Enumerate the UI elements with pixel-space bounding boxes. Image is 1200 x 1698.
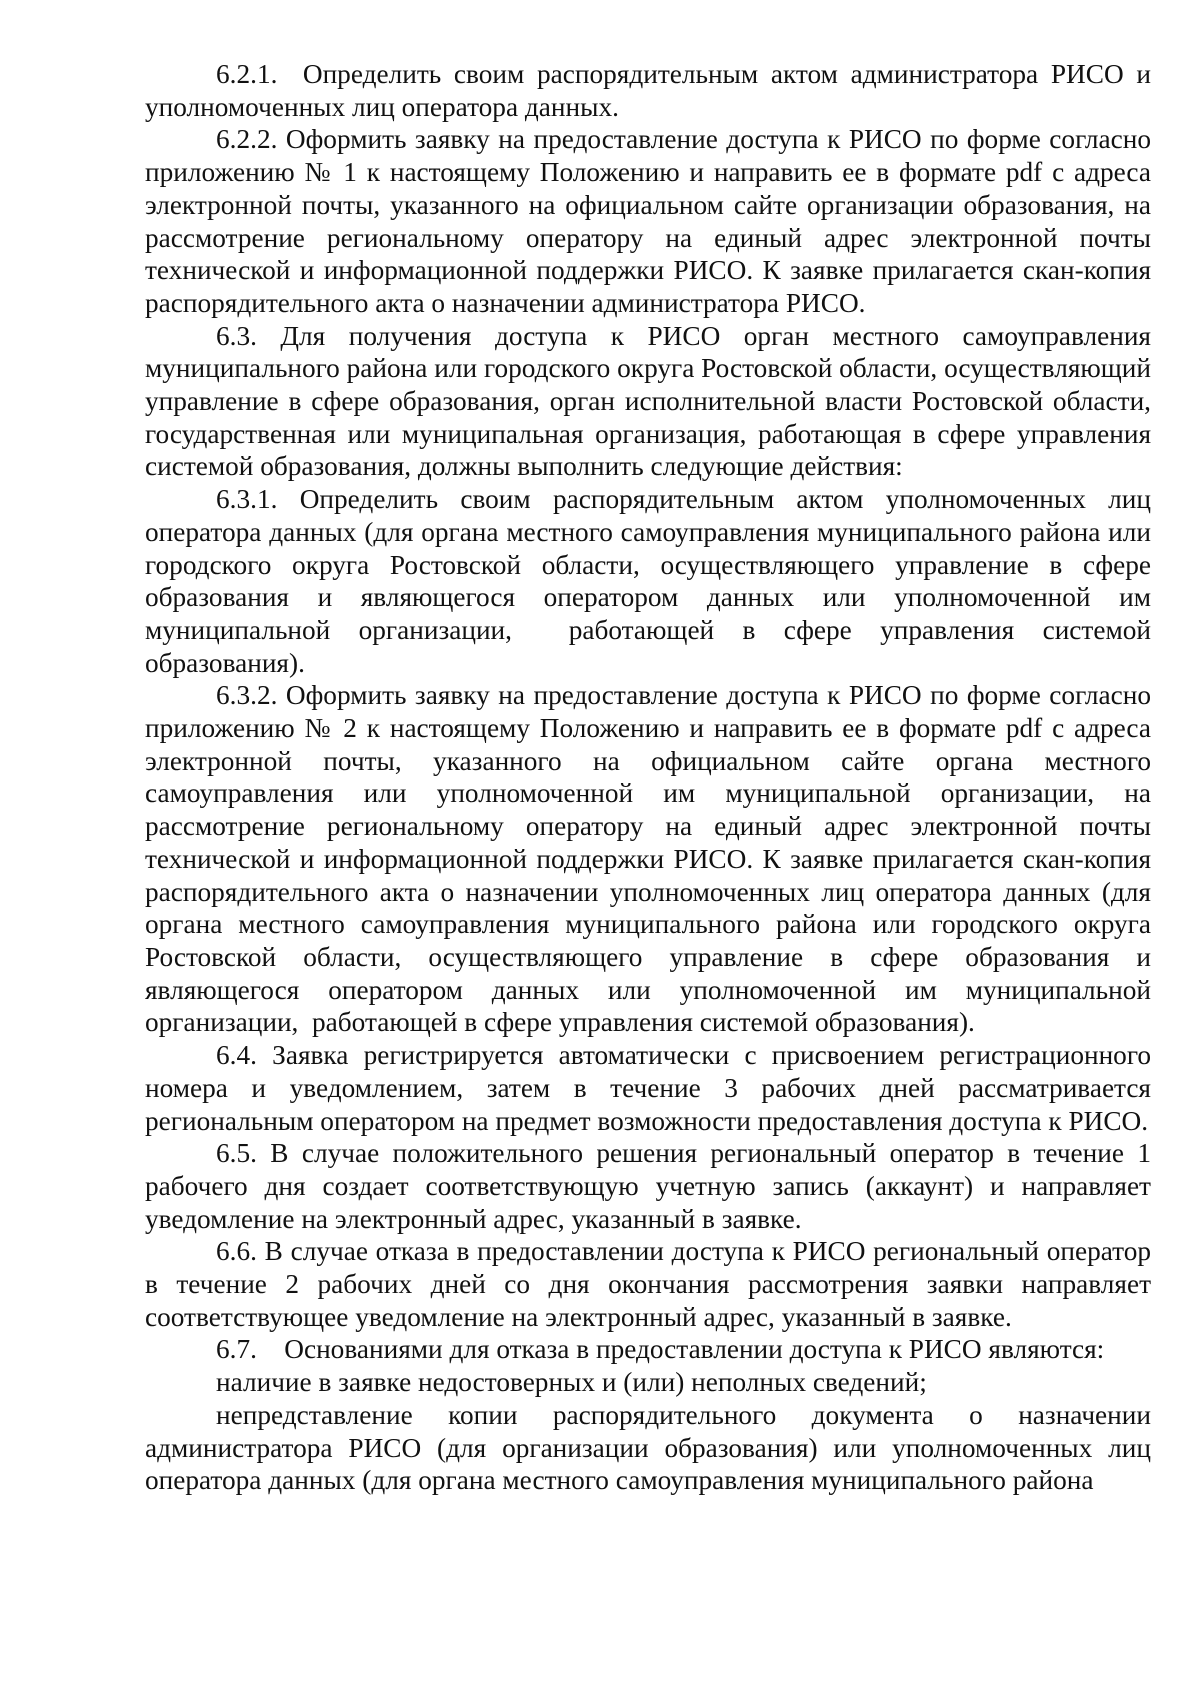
paragraph-6-3: 6.3. Для получения доступа к РИСО орган местного самоуправления муниципального района или городского округа Ростовской области, осуществляющий управление в сфере образования, орган исполнительной власти Ростовской области, государственная или муниципальная организация, работающая в сфере управления системой образования, должны выполнить следующие действия:: [145, 320, 1151, 482]
paragraph-6-3-1: 6.3.1. Определить своим распорядительным актом уполномоченных лиц оператора данных (для органа местного самоуправления муниципального района или городского округа Ростовской области, осуществляющего управление в сфере образования и являющегося оператором данных или уполномоченной им муниципальной организации, работающей в сфере управления системой образования).: [145, 484, 1151, 678]
paragraph-6-4: 6.4. Заявка регистрируется автоматически с присвоением регистрационного номера и уведомлением, затем в течение 3 рабочих дней рассматривается региональным оператором на предмет возможности предоставления доступа к РИСО.: [145, 1040, 1151, 1136]
reason-missing-document: непредставление копии распорядительного документа о назначении администратора РИСО (для организации образования) или уполномоченных лиц оператора данных (для органа местного самоуправления муниципального района: [145, 1399, 1151, 1496]
paragraph-6-2-1: 6.2.1. Определить своим распорядительным актом администратора РИСО и уполномоченных лиц оператора данных.: [145, 59, 1151, 122]
paragraph-6-7: 6.7. Основаниями для отказа в предоставлении доступа к РИСО являются:: [216, 1334, 1105, 1365]
document-page: [145, 58, 1151, 1497]
paragraph-6-2-2: 6.2.2. Оформить заявку на предоставление доступа к РИСО по форме согласно приложению № 1 к настоящему Положению и направить ее в формате pdf с адреса электронной почты, указанного на официальном сайте организации образования, на рассмотрение региональному оператору на единый адрес электронной почты технической и информационной поддержки РИСО. К заявке прилагается скан-копия распорядительного акта о назначении администратора РИСО.: [145, 124, 1151, 318]
paragraph-6-5: 6.5. В случае положительного решения региональный оператор в течение 1 рабочего дня создает соответствующую учетную запись (аккаунт) и направляет уведомление на электронный адрес, указанный в заявке.: [145, 1138, 1151, 1234]
paragraph-6-3-2: 6.3.2. Оформить заявку на предоставление доступа к РИСО по форме согласно приложению № 2 к настоящему Положению и направить ее в формате pdf с адреса электронной почты, указанного на официальном сайте органа местного самоуправления или уполномоченной им муниципальной организации, на рассмотрение региональному оператору на единый адрес электронной почты технической и информационной поддержки РИСО. К заявке прилагается скан-копия распорядительного акта о назначении уполномоченных лиц оператора данных (для органа местного самоуправления муниципального района или городского округа Ростовской области, осуществляющего управление в сфере образования и являющегося оператором данных или уполномоченной им муниципальной организации, работающей в сфере управления системой образования).: [145, 680, 1151, 1038]
reason-incomplete-info: наличие в заявке недостоверных и (или) неполных сведений;: [216, 1367, 927, 1398]
paragraph-6-6: 6.6. В случае отказа в предоставлении доступа к РИСО региональный оператор в течение 2 рабочих дней со дня окончания рассмотрения заявки направляет соответствующее уведомление на электронный адрес, указанный в заявке.: [145, 1236, 1151, 1332]
